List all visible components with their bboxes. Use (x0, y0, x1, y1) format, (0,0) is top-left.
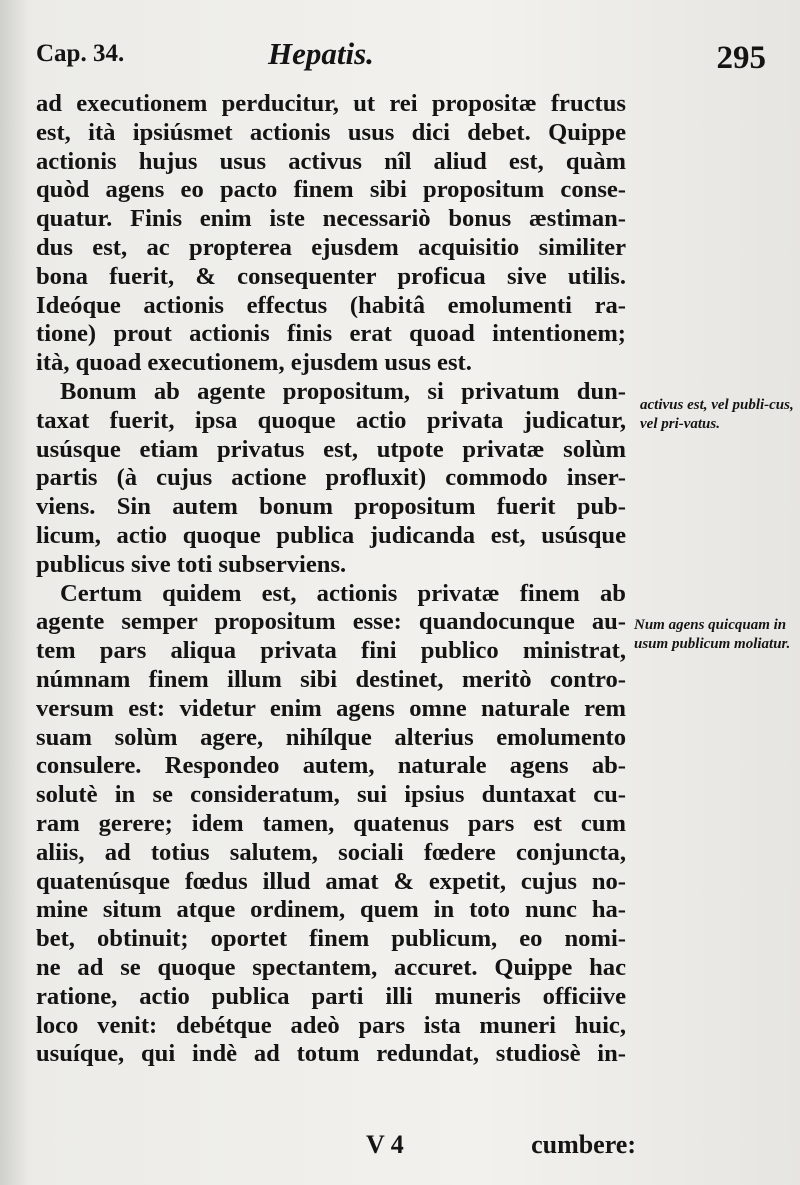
text-line: ne ad se quoque spectantem, accuret. Quippe hac (36, 953, 626, 981)
text-line: taxat fuerit, ipsa quoque actio privata judicatur, (36, 406, 626, 434)
text-line: tione) prout actionis finis erat quoad intentionem; (36, 320, 626, 348)
text-line: consulere. Respondeo autem, naturale agens ab- (36, 752, 626, 780)
marginal-note: Num agens quicquam in usum publicum moliatur. (634, 617, 791, 652)
text-line: dus est, ac propterea ejusdem acquisitio similiter (36, 233, 626, 261)
page-number: 295 (716, 40, 766, 76)
text-line: partis (à cujus actione profluxit) commodo inser- (36, 464, 626, 492)
marginal-note: activus est, vel publi-cus, vel pri-vatus. (640, 397, 794, 432)
text-line: actionis hujus usus activus nîl aliud est, quàm (36, 147, 626, 175)
body-text (36, 90, 626, 1069)
text-line: Ideóque actionis effectus (habitâ emolumenti ra- (36, 291, 626, 319)
text-line: solutè in se consideratum, sui ipsius duntaxat cu- (36, 781, 626, 809)
text-line: versum est: videtur enim agens omne naturale rem (36, 694, 626, 722)
text-line: suam solùm agere, nihílque alterius emolumento (36, 723, 626, 751)
text-line: publicus sive toti subserviens. (36, 550, 347, 578)
text-line: aliis, ad totius salutem, sociali fœdere conjuncta, (36, 838, 626, 866)
text-line: Certum quidem est, actionis privatæ finem ab (60, 579, 626, 607)
chapter-heading: Cap. 34. (36, 40, 125, 67)
text-line: mine situm atque ordinem, quem in toto nunc ha- (36, 896, 626, 924)
text-line: quatenúsque fœdus illud amat & expetit, cujus no- (36, 867, 626, 895)
text-line: licum, actio quoque publica judicanda est, usúsque (36, 521, 626, 549)
text-line: usuíque, qui indè ad totum redundat, studiosè in- (36, 1040, 626, 1068)
text-line: númnam finem illum sibi destinet, meritò contro- (36, 665, 626, 693)
text-line: quatur. Finis enim iste necessariò bonus æstiman- (36, 205, 626, 233)
text-line: ità, quoad executionem, ejusdem usus est. (36, 349, 472, 377)
text-line: viens. Sin autem bonum propositum fuerit pub- (36, 493, 626, 521)
text-line: bet, obtinuit; oportet finem publicum, eo nomi- (36, 925, 626, 953)
text-line: Bonum ab agente propositum, si privatum dun- (60, 377, 626, 405)
text-line: agente semper propositum esse: quandocunque au- (36, 608, 626, 636)
text-line: tem pars aliqua privata fini publico ministrat, (36, 637, 626, 665)
text-line: est, ità ipsiúsmet actionis usus dici debet. Quippe (36, 118, 626, 146)
text-line: ad executionem perducitur, ut rei propositæ fructus (36, 90, 626, 117)
text-line: ratione, actio publica parti illi muneris officiive (36, 982, 626, 1010)
page-header (36, 36, 766, 86)
text-line: ram gerere; idem tamen, quatenus pars est cum (36, 809, 626, 837)
signature-mark: V 4 (366, 1130, 404, 1159)
text-line: loco venit: debétque adeò pars ista muneri huic, (36, 1011, 626, 1039)
running-title: Hepatis. (268, 36, 374, 71)
text-line: bona fuerit, & consequenter proficua sive utilis. (36, 262, 626, 290)
text-line: usúsque etiam privatus est, utpote privatæ solùm (36, 435, 626, 463)
catchword: cumbere: (531, 1130, 636, 1159)
page-footer (36, 1124, 636, 1164)
text-line: quòd agens eo pacto finem sibi propositum conse- (36, 176, 626, 204)
